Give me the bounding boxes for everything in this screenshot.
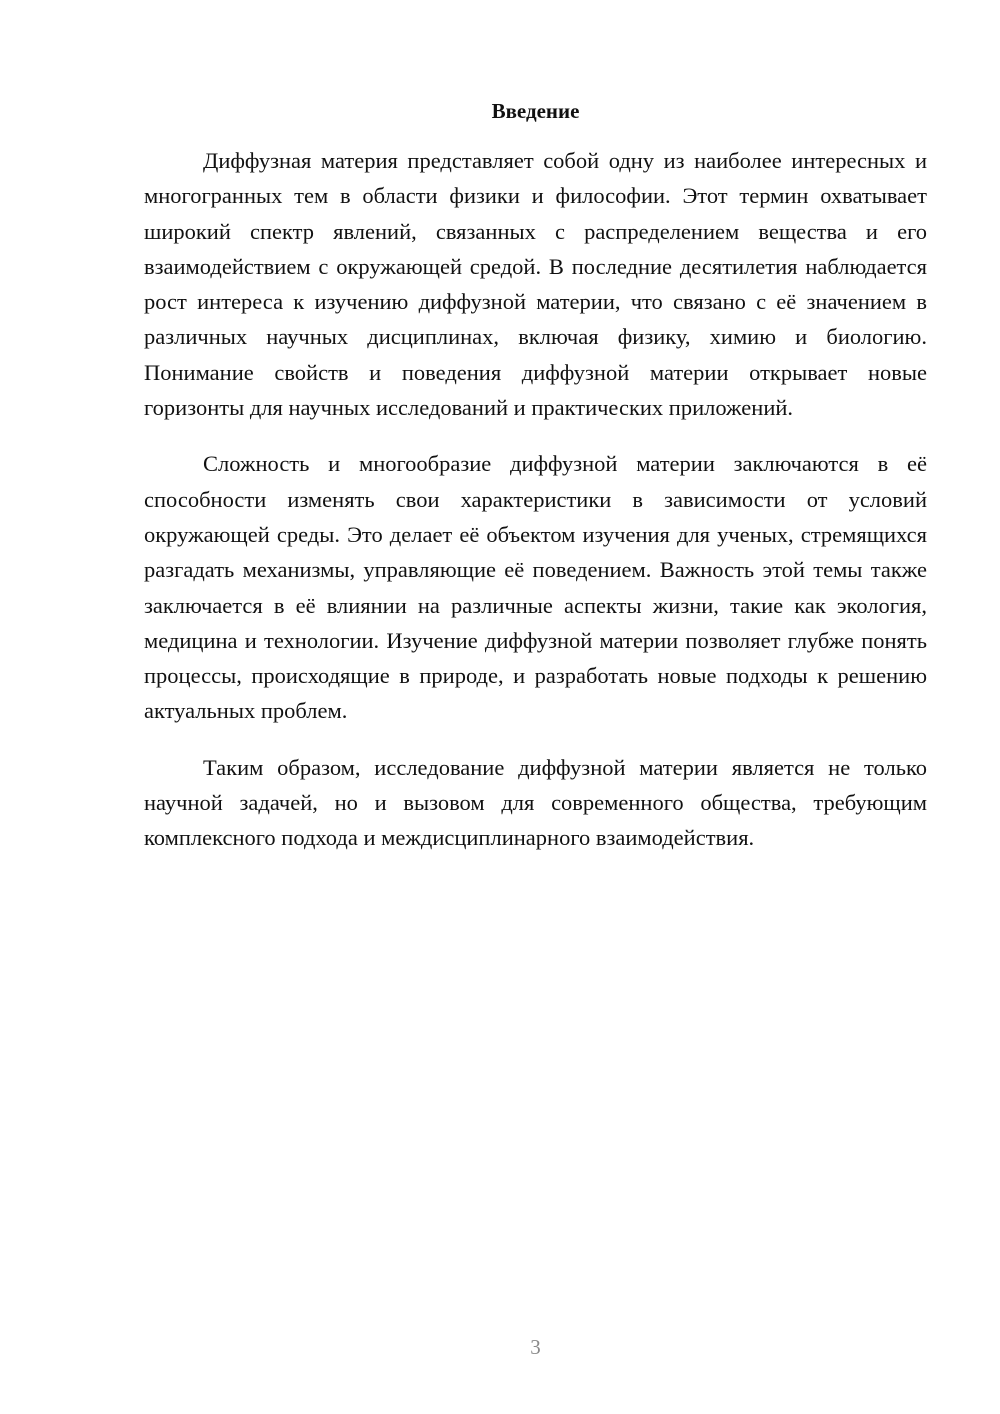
paragraph-1: Диффузная материя представляет собой одну из наиболее интересных и многогранных тем в области физики и философии. Этот термин охватывает широкий спектр явлений, связанных с распределением вещества и его взаимодействием с окружающей средой. В последние десятилетия наблюдается рост интереса к изучению диффузной материи, что связано с её значением в различных научных дисциплинах, включая физику, химию и биологию. Понимание свойств и поведения диффузной материи открывает новые горизонты для научных исследований и практических приложений. xyxy=(144,148,927,421)
section-heading: Введение xyxy=(491,99,580,123)
paragraph-2: Сложность и многообразие диффузной материи заключаются в её способности изменять свои характеристики в зависимости от условий окружающей среды. Это делает её объектом изучения для ученых, стремящихся разгадать механизмы, управляющие её поведением. Важность этой темы также заключается в её влиянии на различные аспекты жизни, такие как экология, медицина и технологии. Изучение диффузной материи позволяет глубже понять процессы, происходящие в природе, и разработать новые подходы к решению актуальных проблем. xyxy=(144,451,927,724)
page-number: 3 xyxy=(530,1335,541,1359)
paragraph-3: Таким образом, исследование диффузной материи является не только научной задачей, но и вызовом для современного общества, требующим комплексного подхода и междисциплинарного взаимодействия. xyxy=(144,754,927,851)
body-text xyxy=(144,143,927,877)
